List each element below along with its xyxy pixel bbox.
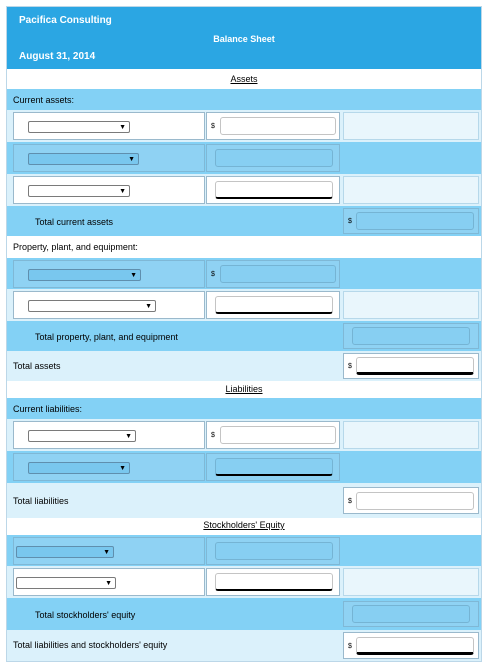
chevron-down-icon: ▼ [130,272,137,279]
amount-cell [206,112,340,140]
ppe-label: Property, plant, and equipment: [13,242,138,252]
balance-sheet [6,6,482,662]
statement-date: August 31, 2014 [19,51,96,62]
current-assets-row [7,89,481,110]
amount-cell [206,176,340,204]
account-select[interactable] [28,185,130,197]
amount-cell [206,537,340,565]
total-cell [343,487,479,514]
equity-line-2 [7,566,481,598]
amount-input[interactable] [215,573,333,591]
total-current-assets-label: Total current assets [35,217,114,227]
account-select[interactable] [28,462,130,474]
ppe-line-1 [7,257,481,289]
total-ppe-label: Total property, plant, and equipment [35,332,178,342]
total-equity-label: Total stockholders' equity [35,610,136,620]
total-cell [343,601,479,627]
liability-line-2 [7,451,481,483]
dollar-sign: $ [211,123,215,130]
chevron-down-icon: ▼ [145,303,152,310]
amount-cell [206,260,340,288]
dollar-sign: $ [348,218,352,225]
chevron-down-icon: ▼ [119,465,126,472]
dollar-sign: $ [211,432,215,439]
amount-cell [206,291,340,319]
asset-line-1 [7,110,481,142]
ppe-row [7,236,481,257]
total-ppe-row [7,321,481,351]
equity-caption-row [7,518,481,534]
total-liab-equity-row [7,630,481,661]
amount-input[interactable] [220,426,336,444]
amount-cell [206,144,340,172]
total-liabilities-row [7,483,481,518]
account-cell [13,568,205,596]
total-ppe-input[interactable] [352,327,470,345]
account-select[interactable] [28,269,141,281]
total-liab-equity-label: Total liabilities and stockholders' equity [13,640,168,650]
account-select[interactable] [16,546,114,558]
total-current-assets-input[interactable] [356,212,474,230]
amount-input[interactable] [215,458,333,476]
total-cell-empty [343,291,479,319]
dollar-sign: $ [348,643,352,650]
sheet-header [7,7,481,69]
chevron-down-icon: ▼ [128,156,135,163]
chevron-down-icon: ▼ [125,433,132,440]
asset-line-3 [7,174,481,206]
total-cell-empty [343,112,479,140]
total-liabilities-label: Total liabilities [13,496,69,506]
account-cell [13,421,205,449]
total-assets-label: Total assets [13,361,61,371]
equity-line-1 [7,534,481,566]
dollar-sign: $ [211,271,215,278]
total-liab-equity-input[interactable] [356,637,474,655]
dollar-sign: $ [348,498,352,505]
amount-input[interactable] [220,117,336,135]
ppe-line-2 [7,289,481,321]
total-liabilities-input[interactable] [356,492,474,510]
dollar-sign: $ [348,363,352,370]
account-select[interactable] [28,430,136,442]
total-equity-input[interactable] [352,605,470,623]
amount-cell [206,421,340,449]
account-cell [13,537,205,565]
liabilities-heading: Liabilities [225,384,263,394]
chevron-down-icon: ▼ [119,188,126,195]
company-name: Pacifica Consulting [19,15,112,26]
assets-heading: Assets [230,74,258,84]
amount-cell [206,568,340,596]
total-cell [343,353,479,379]
current-assets-label: Current assets: [13,95,75,105]
amount-input[interactable] [215,149,333,167]
total-cell [343,208,479,234]
account-select[interactable] [28,121,130,133]
account-cell [13,144,205,172]
account-select[interactable] [28,300,156,312]
total-assets-input[interactable] [356,357,474,375]
current-liabilities-label: Current liabilities: [13,404,83,414]
total-cell-empty [343,176,479,204]
account-cell [13,453,205,481]
current-liabilities-row [7,398,481,419]
total-cell-empty [343,568,479,596]
amount-input[interactable] [220,265,336,283]
statement-title: Balance Sheet [213,34,275,44]
assets-caption-row [7,69,481,89]
account-cell [13,112,205,140]
liabilities-caption-row [7,381,481,398]
account-cell [13,291,205,319]
account-select[interactable] [16,577,116,589]
account-cell [13,176,205,204]
total-cell [343,632,479,659]
account-select[interactable] [28,153,139,165]
total-cell [343,323,479,349]
account-cell [13,260,205,288]
amount-input[interactable] [215,181,333,199]
amount-cell [206,453,340,481]
liability-line-1 [7,419,481,451]
total-current-assets-row [7,206,481,236]
total-equity-row [7,598,481,630]
chevron-down-icon: ▼ [119,124,126,131]
chevron-down-icon: ▼ [105,580,112,587]
equity-heading: Stockholders' Equity [203,520,285,530]
total-cell-empty [343,421,479,449]
amount-input[interactable] [215,296,333,314]
total-assets-row [7,351,481,381]
amount-input[interactable] [215,542,333,560]
asset-line-2 [7,142,481,174]
chevron-down-icon: ▼ [103,549,110,556]
